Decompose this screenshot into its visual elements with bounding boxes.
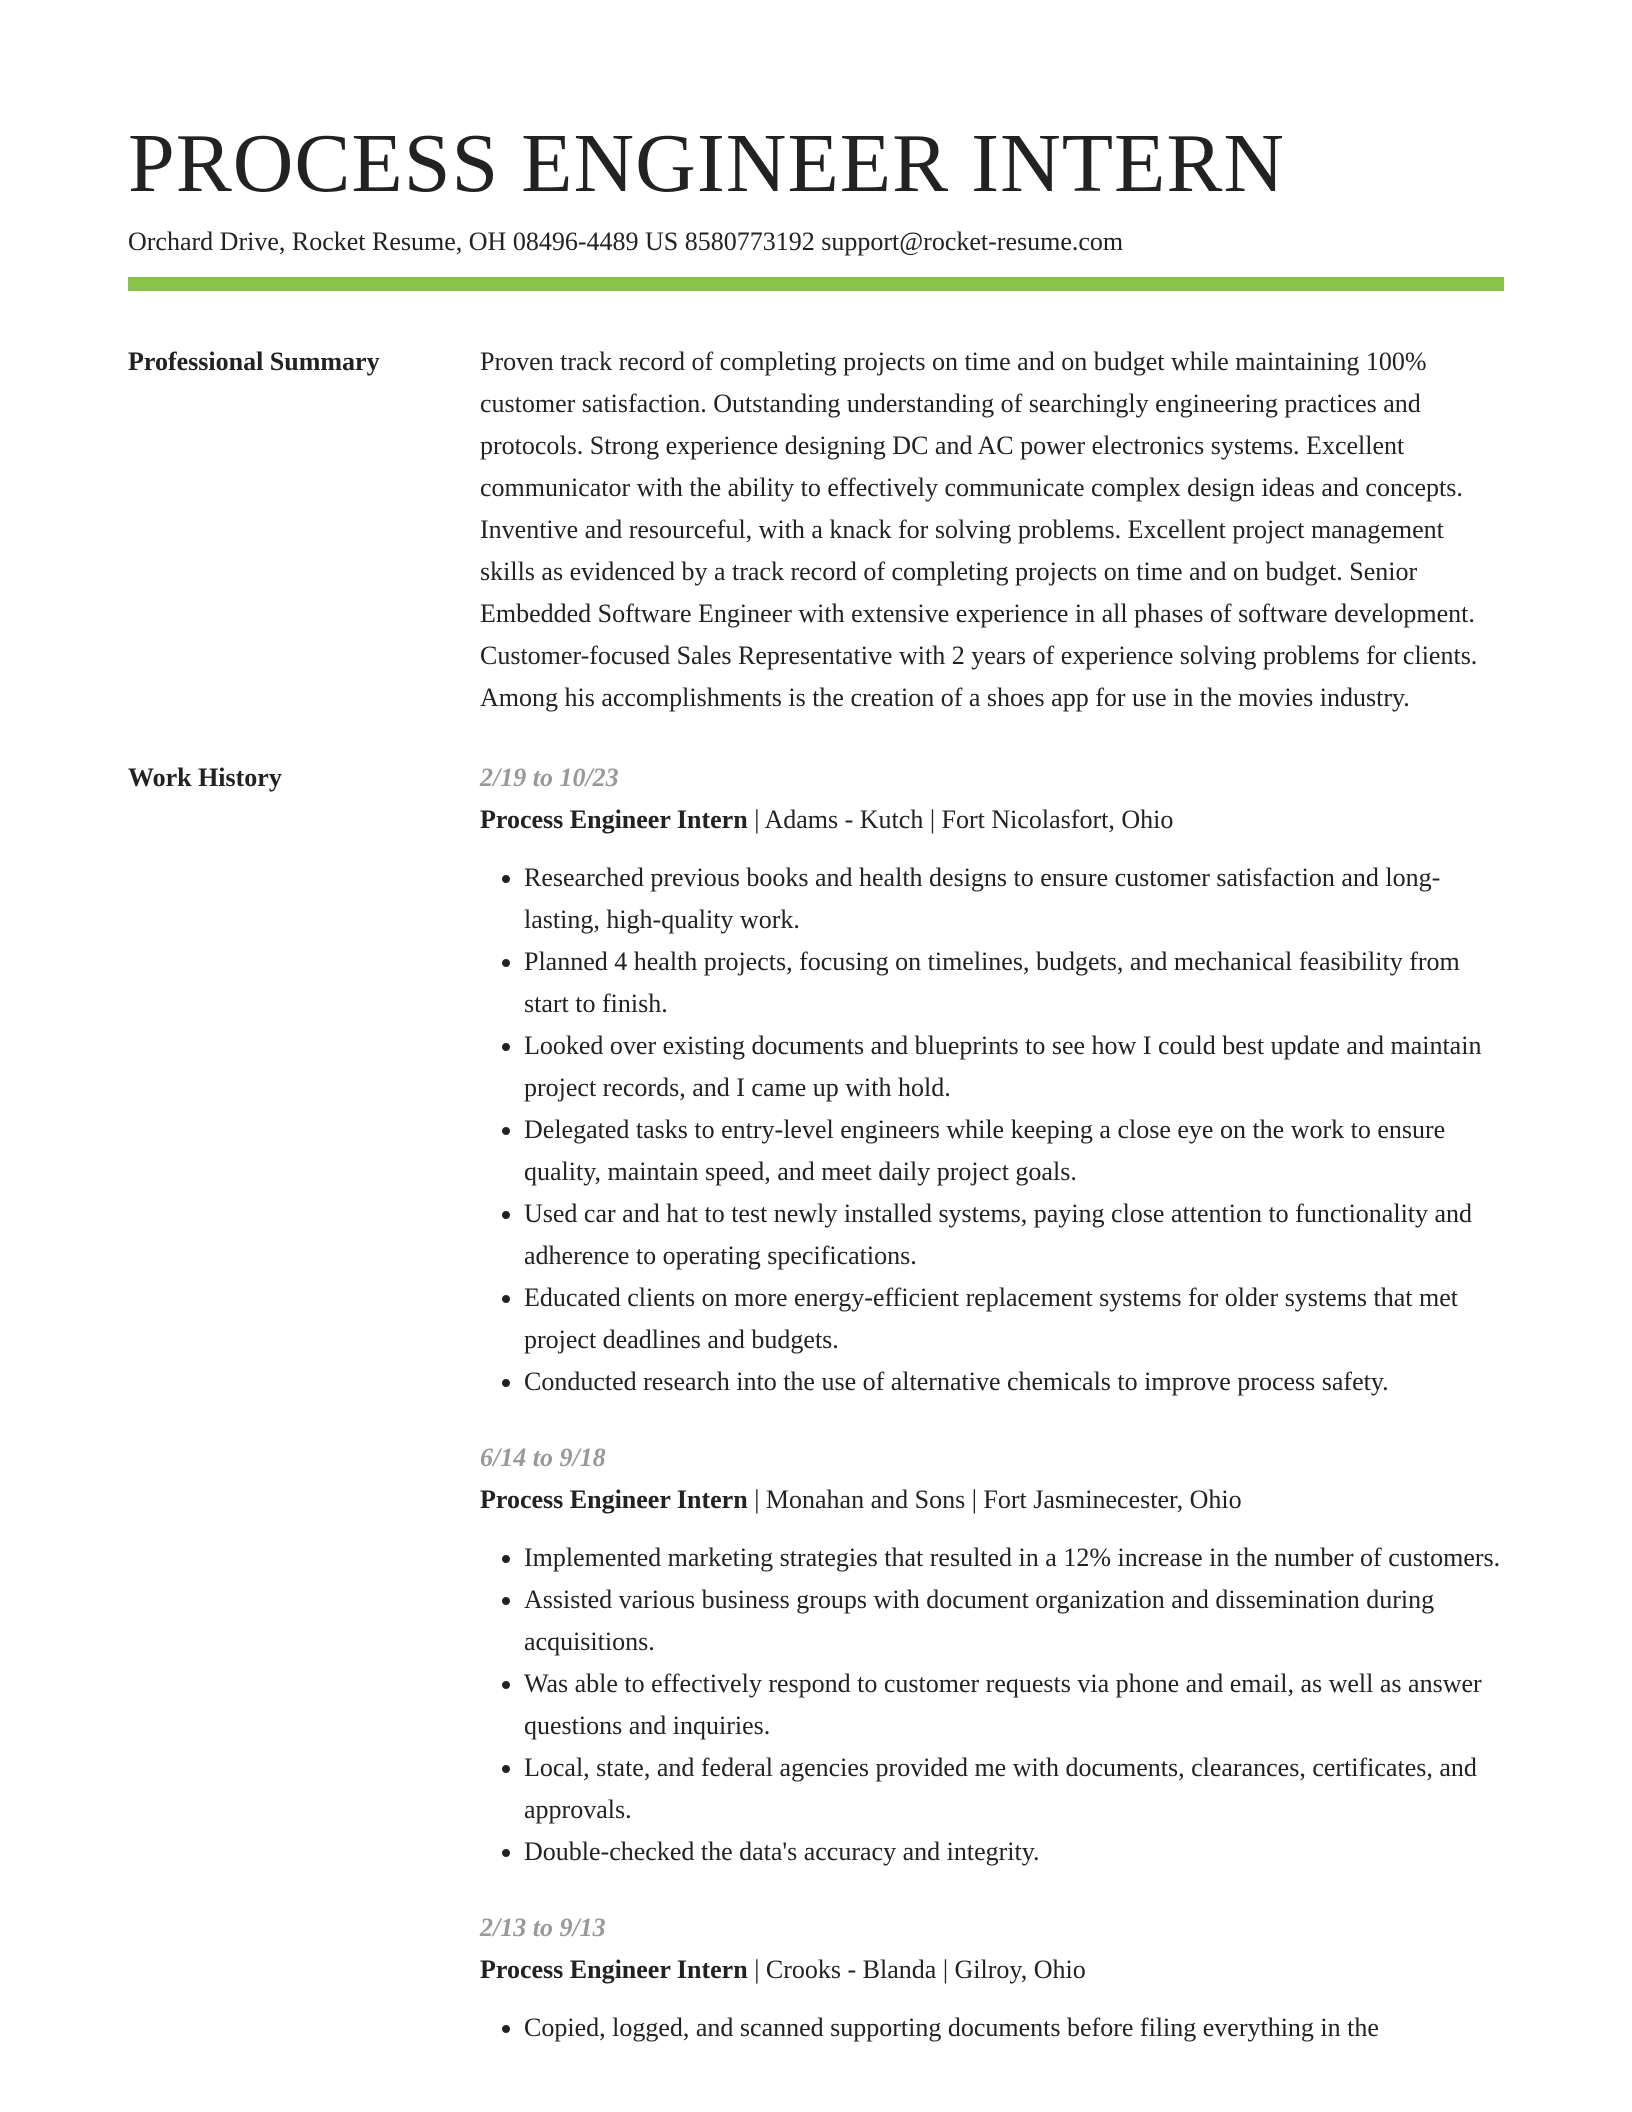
job-details: | Adams - Kutch | Fort Nicolasfort, Ohio [747, 804, 1174, 834]
job-bullet: • Looked over existing documents and blueprints to see how I could best update and maintain project records, and I came up with hold. [524, 1025, 1504, 1109]
job-title-line [480, 1949, 1504, 1991]
summary-heading: Professional Summary [128, 346, 380, 376]
job-bullet: • Planned 4 health projects, focusing on timelines, budgets, and mechanical feasibility from start to finish. [524, 941, 1504, 1025]
job-title: Process Engineer Intern [480, 804, 748, 834]
job-dates: 6/14 to 9/18 [480, 1442, 606, 1472]
contact-line: Orchard Drive, Rocket Resume, OH 08496-4489 US 8580773192 support@rocket-resume.com [128, 227, 1124, 257]
job-title: Process Engineer Intern [480, 1484, 748, 1514]
job-entry [480, 1437, 1504, 1873]
job-bullet: • Was able to effectively respond to customer requests via phone and email, as well as answer questions and inquiries. [524, 1663, 1504, 1747]
job-details: | Monahan and Sons | Fort Jasminecester, Ohio [747, 1484, 1242, 1514]
job-title: Process Engineer Intern [480, 1954, 748, 1984]
work-history-heading: Work History [128, 762, 282, 792]
job-bullet: • Researched previous books and health designs to ensure customer satisfaction and long-lasting, high-quality work. [524, 857, 1504, 941]
job-title-line [480, 1479, 1504, 1521]
job-bullet: • Double-checked the data's accuracy and integrity. [524, 1831, 1504, 1873]
job-entry [480, 757, 1504, 1403]
job-dates: 2/13 to 9/13 [480, 1912, 606, 1942]
resume-page [128, 0, 1504, 2083]
job-bullet: • Used car and hat to test newly installed systems, paying close attention to functionality and adherence to operating specifications. [524, 1193, 1504, 1277]
job-details: | Crooks - Blanda | Gilroy, Ohio [747, 1954, 1086, 1984]
job-bullets [480, 2007, 1504, 2049]
job-bullets [480, 857, 1504, 1403]
job-title-line [480, 799, 1504, 841]
job-bullet: • Local, state, and federal agencies provided me with documents, clearances, certificates, and approvals. [524, 1747, 1504, 1831]
header-divider [128, 277, 1504, 291]
job-entry [480, 1907, 1504, 2049]
resume-title: PROCESS ENGINEER INTERN [128, 117, 1286, 210]
job-dates: 2/19 to 10/23 [480, 762, 619, 792]
work-history-content [480, 757, 1504, 2083]
job-bullet: • Conducted research into the use of alternative chemicals to improve process safety. [524, 1361, 1504, 1403]
work-history-section [128, 757, 1504, 2083]
summary-content [480, 341, 1504, 719]
job-bullet: • Educated clients on more energy-efficient replacement systems for older systems that met project deadlines and budgets. [524, 1277, 1504, 1361]
job-bullet: • Delegated tasks to entry-level engineers while keeping a close eye on the work to ensure quality, maintain speed, and meet daily project goals. [524, 1109, 1504, 1193]
job-bullet: • Copied, logged, and scanned supporting documents before filing everything in the [524, 2007, 1504, 2049]
job-bullet: • Assisted various business groups with document organization and dissemination during acquisitions. [524, 1579, 1504, 1663]
summary-text: Proven track record of completing projects on time and on budget while maintaining 100% customer satisfaction. Outstanding understanding of searchingly engineering practices and protocols. Strong experience designing DC and AC power electronics systems. Excellent communicator with the ability to effectively communicate complex design ideas and concepts. Inventive and resourceful, with a knack for solving problems. Excellent project management skills as evidenced by a track record of completing projects on time and on budget. Senior Embedded Software Engineer with extensive experience in all phases of software development. Customer-focused Sales Representative with 2 years of experience solving problems for clients. Among his accomplishments is the creation of a shoes app for use in the movies industry. [480, 346, 1478, 712]
summary-section [128, 341, 1504, 719]
job-bullet: • Implemented marketing strategies that resulted in a 12% increase in the number of customers. [524, 1537, 1504, 1579]
job-bullets [480, 1537, 1504, 1873]
